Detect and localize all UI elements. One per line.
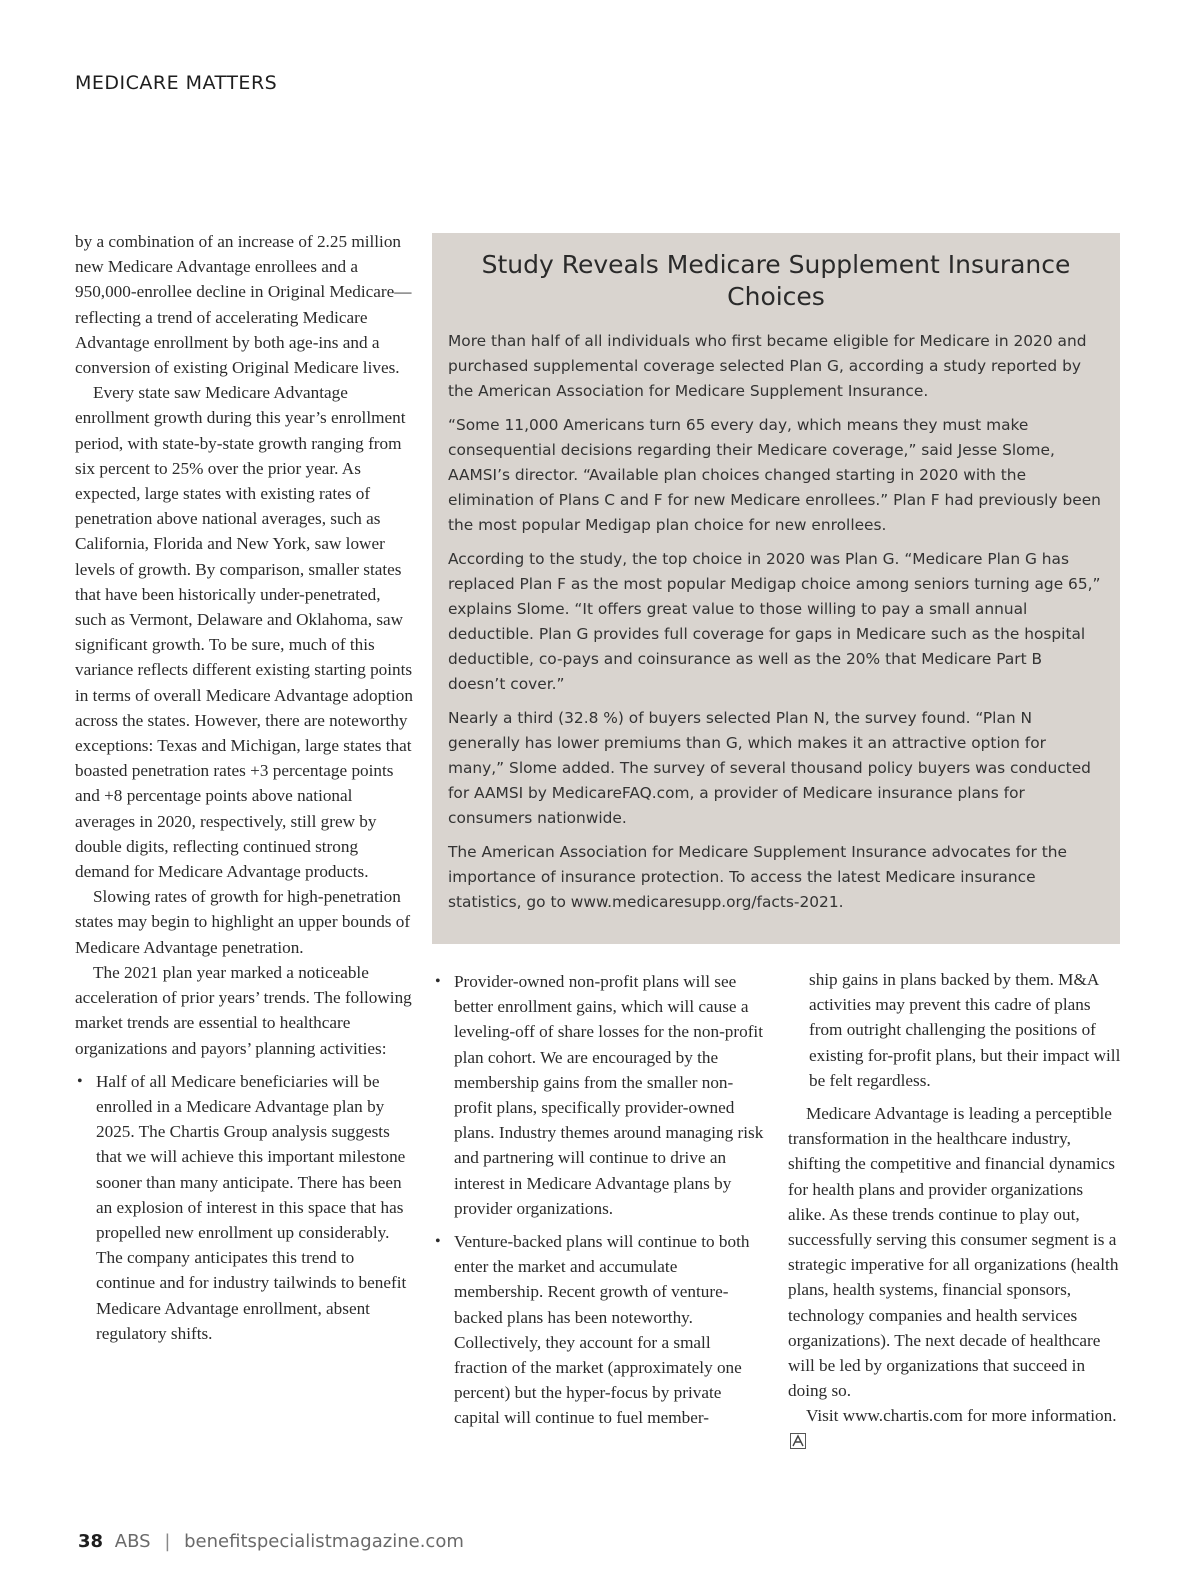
right-paragraph-1: Medicare Advantage is leading a perceptible transformation in the healthcare industry, shifting the competitive and financial dynamics for health plans and provider organizations alike. As these trends continue to play out, successfully serving this consumer segment is a strategic imperative for all organizations (health plans, health systems, financial sponsors, technology companies and health services organizations). The next decade of healthcare will be led by organizations that succeed in doing so.: [788, 1104, 1119, 1401]
middle-column: [433, 969, 767, 1439]
closing-text: Visit www.chartis.com for more information.: [806, 1406, 1117, 1426]
left-paragraph-4: The 2021 plan year marked a noticeable acceleration of prior years’ trends. The following market trends are essential to healthcare organizations and payors’ planning activities:: [75, 962, 412, 1058]
page-number: 38: [78, 1531, 104, 1552]
sidebar-paragraph-3: According to the study, the top choice in 2020 was Plan G. “Medicare Plan G has replaced Plan F as the most popular Medigap choice among seniors turning age 65,” explains Slome. “It offers great value to those willing to pay a small annual deductible. Plan G provides full coverage for gaps in Medicare such as the hospital deductible, co-pays and coinsurance as well as the 20% that Medicare Part B doesn’t cover.”: [448, 550, 1101, 693]
trend-bullet-3: • Venture-backed plans will continue to both enter the market and accumulate membership. Recent growth of venture-backed plans has been noteworthy. Collectively, they account for a small fraction of the market (approximately one percent) but the hyper-focus by private capital will continue to fuel member-: [433, 1229, 767, 1431]
abs-end-mark-icon: [790, 1433, 806, 1449]
sidebar-box: [432, 233, 1120, 944]
trend-list-left: [75, 1069, 415, 1346]
sidebar-paragraph-2: “Some 11,000 Americans turn 65 every day, which means they must make consequential decisions regarding their Medicare coverage,” said Jesse Slome, AAMSI’s director. “Available plan choices changed starting in 2020 with the elimination of Plans C and F for new Medicare enrollees.” Plan F had previously been the most popular Medigap plan choice for new enrollees.: [448, 416, 1101, 534]
footer-separator: |: [164, 1531, 171, 1552]
sidebar-paragraph-4: Nearly a third (32.8 %) of buyers selected Plan N, the survey found. “Plan N generally has lower premiums than G, which makes it an attractive option for many,” Slome added. The survey of several thousand policy buyers was conducted for AAMSI by MedicareFAQ.com, a provider of Medicare insurance plans for consumers nationwide.: [448, 709, 1091, 827]
trend-bullet-3-continued: ship gains in plans backed by them. M&A activities may prevent this cadre of plans from outright challenging the positions of existing for-profit plans, but their impact will be felt regardless.: [809, 970, 1121, 1090]
website-link[interactable]: benefitspecialistmagazine.com: [184, 1531, 464, 1552]
trend-bullet-2: • Provider-owned non-profit plans will see better enrollment gains, which will cause a leveling-off of share losses for the non-profit plan cohort. We are encouraged by the membership gains from the smaller non-profit plans, specifically provider-owned plans. Industry themes around managing risk and partnering will continue to drive an interest in Medicare Advantage plans by provider organizations.: [433, 969, 767, 1221]
section-header: MEDICARE MATTERS: [75, 72, 278, 94]
sidebar-title: Study Reveals Medicare Supplement Insurance Choices: [481, 250, 1071, 311]
right-column: [788, 967, 1123, 1454]
left-paragraph-1: by a combination of an increase of 2.25 million new Medicare Advantage enrollees and a 950,000-enrollee decline in Original Medicare—reflecting a trend of accelerating Medicare Advantage enrollment by both age-ins and a conversion of existing Original Medicare lives.: [75, 232, 412, 378]
sidebar-paragraph-1: More than half of all individuals who first became eligible for Medicare in 2020 and purchased supplemental coverage selected Plan G, according a study reported by the American Association for Medicare Supplement Insurance.: [448, 332, 1087, 400]
left-paragraph-3: Slowing rates of growth for high-penetration states may begin to highlight an upper bounds of Medicare Advantage penetration.: [75, 887, 411, 957]
left-column: [75, 229, 415, 1354]
trend-list-middle: [433, 969, 767, 1431]
sidebar-paragraph-5: The American Association for Medicare Supplement Insurance advocates for the importance of insurance protection. To access the latest Medicare insurance statistics, go to www.medicaresupp.org/facts-2021.: [448, 843, 1067, 911]
right-paragraph-2: [788, 1403, 1123, 1453]
page-footer: [78, 1531, 464, 1552]
left-paragraph-2: Every state saw Medicare Advantage enrollment growth during this year’s enrollment period, with state-by-state growth ranging from six percent to 25% over the prior year. As expected, large states with existing rates of penetration above national averages, such as California, Florida and New York, saw lower levels of growth. By comparison, smaller states that have been historically under-penetrated, such as Vermont, Delaware and Oklahoma, saw significant growth. To be sure, much of this variance reflects different existing starting points in terms of overall Medicare Advantage adoption across the states. However, there are noteworthy exceptions: Texas and Michigan, large states that boasted penetration rates +3 percentage points and +8 percentage points above national averages in 2020, respectively, still grew by double digits, reflecting continued strong demand for Medicare Advantage products.: [75, 383, 413, 882]
trend-bullet-1: • Half of all Medicare beneficiaries will be enrolled in a Medicare Advantage plan by 2025. The Chartis Group analysis suggests that we will achieve this important milestone sooner than many anticipate. There has been an explosion of interest in this space that has propelled new enrollment up considerably. The company anticipates this trend to continue and for industry tailwinds to benefit Medicare Advantage enrollment, absent regulatory shifts.: [75, 1069, 415, 1346]
publication-name: ABS: [114, 1531, 151, 1552]
